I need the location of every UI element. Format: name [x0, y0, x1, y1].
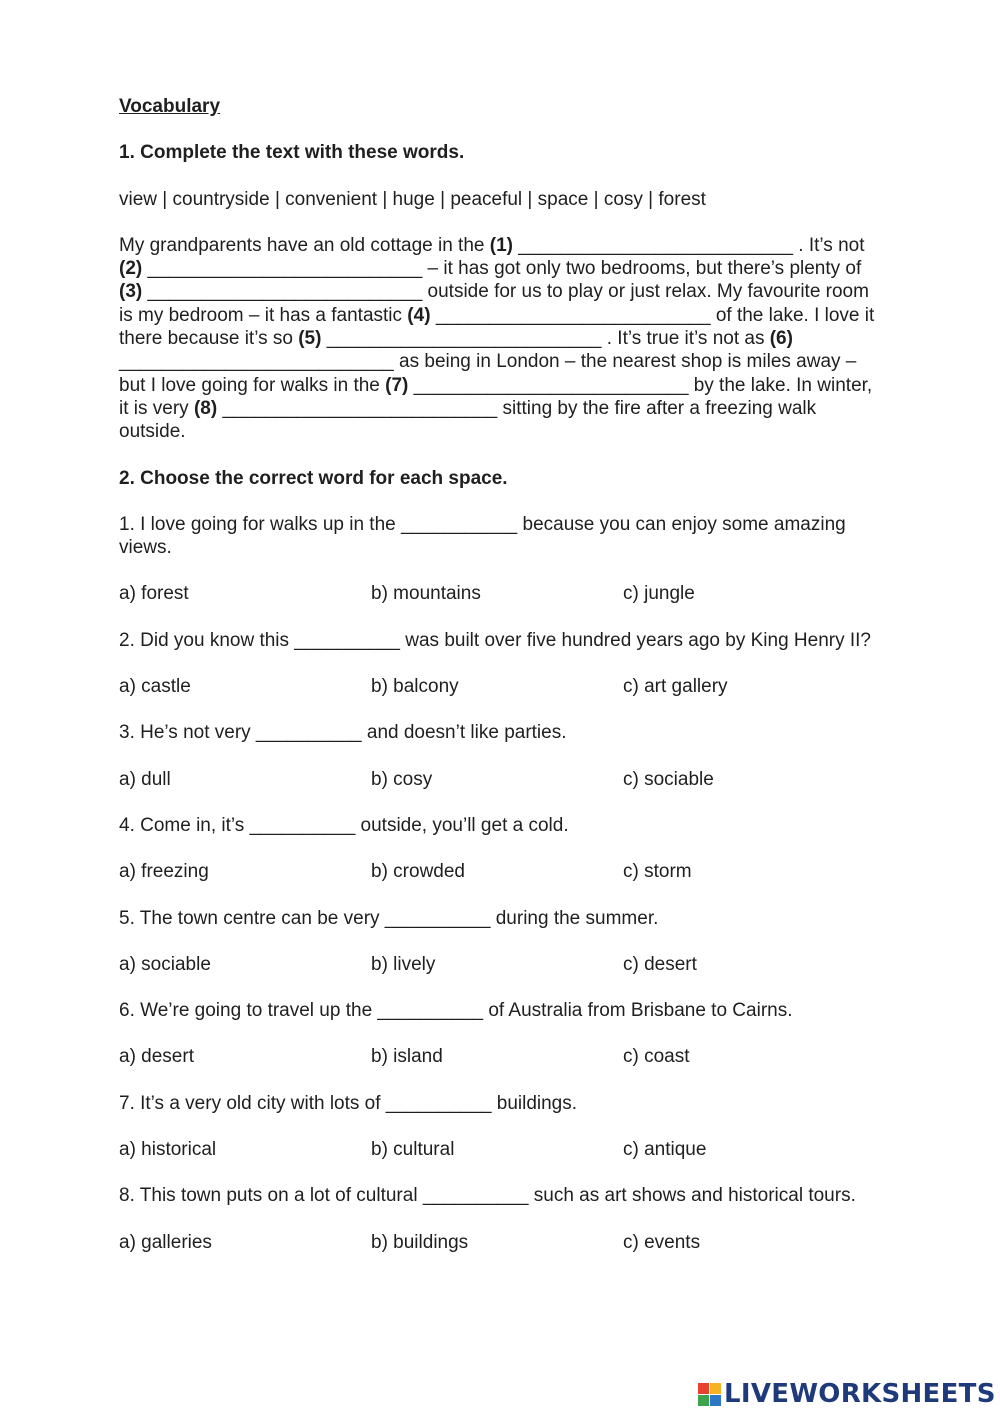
- options-row: [119, 1138, 879, 1161]
- gap-input-6[interactable]: __________________________: [119, 351, 394, 373]
- option-c[interactable]: c) coast: [623, 1046, 690, 1068]
- task2-title: 2. Choose the correct word for each space.: [119, 467, 508, 489]
- option-a[interactable]: a) freezing: [119, 861, 209, 883]
- options-row: [119, 1231, 879, 1254]
- gap-number: (4): [407, 304, 431, 326]
- option-c[interactable]: c) art gallery: [623, 676, 728, 698]
- question-3: [119, 721, 879, 791]
- question-7: [119, 1092, 879, 1162]
- option-b[interactable]: b) buildings: [371, 1231, 469, 1253]
- cloze-segment: as being in London – the nearest shop is miles away – but I love going for walks in the: [119, 351, 857, 396]
- option-c[interactable]: c) storm: [623, 861, 692, 883]
- task1-title: 1. Complete the text with these words.: [119, 142, 465, 164]
- gap-number: (8): [193, 397, 218, 419]
- cloze-segment: . It’s true it’s not as: [601, 328, 770, 350]
- question-6: [119, 999, 879, 1069]
- option-a[interactable]: a) sociable: [119, 953, 211, 975]
- options-row: [119, 953, 879, 976]
- options-row: [119, 768, 879, 791]
- cloze-segment: sitting by the fire after a freezing walk outside.: [119, 397, 817, 443]
- option-b[interactable]: b) cultural: [371, 1139, 455, 1161]
- question-1: [119, 513, 879, 606]
- logo-text: LIVEWORKSHEETS: [724, 1379, 996, 1409]
- logo-square: [698, 1395, 709, 1406]
- logo-square: [698, 1383, 709, 1394]
- word-bank: view | countryside | convenient | huge | peaceful | space | cosy | forest: [119, 188, 706, 210]
- logo-square: [710, 1395, 721, 1406]
- option-c[interactable]: c) sociable: [623, 768, 714, 790]
- question-5: [119, 907, 879, 977]
- cloze-segment: My grandparents have an old cottage in the: [119, 234, 490, 256]
- option-b[interactable]: b) balcony: [371, 676, 459, 698]
- option-c[interactable]: c) jungle: [623, 583, 695, 605]
- option-b[interactable]: b) mountains: [371, 583, 481, 605]
- question-text: 6. We’re going to travel up the __________ of Australia from Brisbane to Cairns.: [119, 1000, 793, 1022]
- option-c[interactable]: c) desert: [623, 953, 697, 975]
- question-text: 1. I love going for walks up in the ___________ because you can enjoy some amazing views.: [119, 513, 846, 559]
- option-a[interactable]: a) castle: [119, 676, 191, 698]
- section-heading: Vocabulary: [119, 96, 221, 117]
- option-b[interactable]: b) cosy: [371, 768, 433, 790]
- question-text: 7. It’s a very old city with lots of __________ buildings.: [119, 1092, 578, 1114]
- cloze-segment: by the lake. In winter, it is very: [119, 374, 873, 419]
- gap-input-2[interactable]: __________________________: [147, 258, 423, 280]
- question-text: 5. The town centre can be very __________ during the summer.: [119, 907, 659, 929]
- option-b[interactable]: b) crowded: [371, 861, 465, 883]
- cloze-paragraph: [119, 234, 879, 444]
- gap-input-3[interactable]: __________________________: [147, 281, 423, 303]
- question-4: [119, 814, 879, 884]
- gap-number: (6): [769, 328, 793, 350]
- option-a[interactable]: a) desert: [119, 1046, 194, 1068]
- question-text: 8. This town puts on a lot of cultural __________ such as art shows and historical tours.: [119, 1185, 856, 1207]
- options-row: [119, 675, 879, 698]
- option-c[interactable]: c) events: [623, 1231, 701, 1253]
- gap-number: (3): [119, 281, 143, 303]
- gap-input-7[interactable]: __________________________: [413, 374, 689, 396]
- gap-input-5[interactable]: __________________________: [326, 328, 602, 350]
- liveworksheets-logo: [698, 1377, 996, 1411]
- logo-grid-icon: [698, 1383, 721, 1406]
- gap-number: (5): [298, 328, 322, 350]
- options-row: [119, 1045, 879, 1068]
- cloze-segment: . It’s not: [793, 234, 865, 256]
- gap-input-1[interactable]: __________________________: [518, 234, 794, 256]
- option-a[interactable]: a) forest: [119, 583, 189, 605]
- option-a[interactable]: a) galleries: [119, 1231, 212, 1253]
- question-text: 4. Come in, it’s __________ outside, you’ll get a cold.: [119, 814, 569, 836]
- option-a[interactable]: a) dull: [119, 768, 171, 790]
- option-c[interactable]: c) antique: [623, 1139, 707, 1161]
- worksheet: [119, 95, 879, 1277]
- question-8: [119, 1184, 879, 1254]
- logo-square: [710, 1383, 721, 1394]
- question-text: 2. Did you know this __________ was built over five hundred years ago by King Henry II?: [119, 629, 872, 651]
- options-row: [119, 860, 879, 883]
- cloze-segment: outside for us to play or just relax. My favourite room is my bedroom – it has a fantastic: [119, 281, 869, 326]
- options-row: [119, 582, 879, 605]
- question-2: [119, 629, 879, 699]
- question-text: 3. He’s not very __________ and doesn’t like parties.: [119, 722, 567, 744]
- gap-number: (2): [119, 258, 143, 280]
- cloze-segment: – it has got only two bedrooms, but there’s plenty of: [422, 258, 862, 280]
- option-b[interactable]: b) lively: [371, 953, 436, 975]
- gap-number: (1): [489, 234, 513, 256]
- cloze-segment: of the lake. I love it there because it’s so: [119, 304, 875, 350]
- gap-input-8[interactable]: __________________________: [222, 397, 498, 419]
- option-a[interactable]: a) historical: [119, 1139, 217, 1161]
- gap-number: (7): [385, 374, 409, 396]
- option-b[interactable]: b) island: [371, 1046, 443, 1068]
- gap-input-4[interactable]: __________________________: [435, 304, 711, 326]
